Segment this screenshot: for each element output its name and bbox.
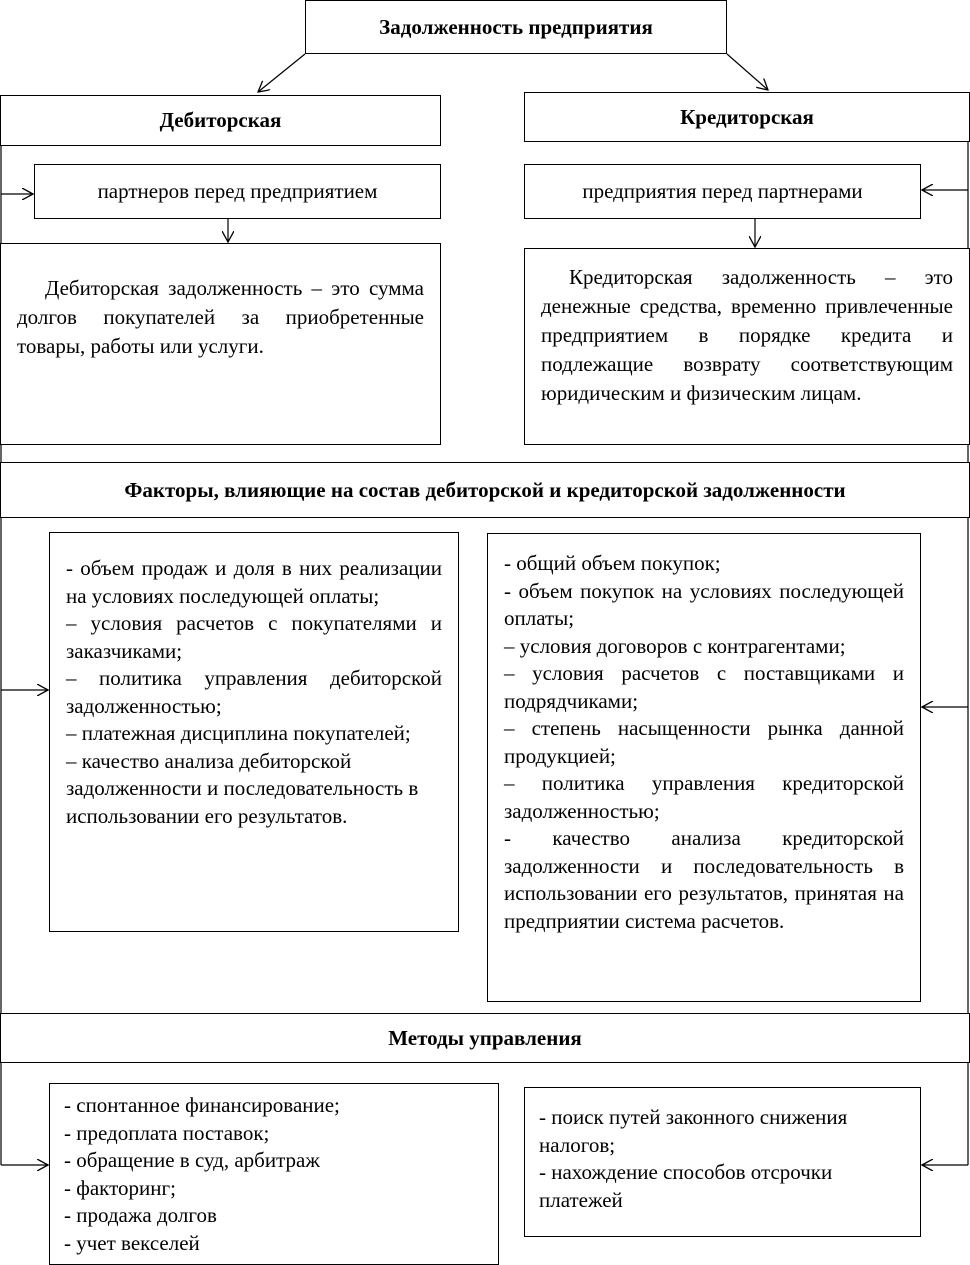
credit-factor-item: – степень насыщенности рынка данной продукцией; (504, 716, 904, 768)
credit-subtitle: предприятия перед партнерами (524, 164, 921, 219)
debit-factors-list (49, 532, 459, 932)
credit-factors-list (487, 533, 921, 1002)
debit-factor-item: - объем продаж и доля в них реализации на условиях последующей оплаты; (66, 556, 442, 608)
credit-factor-item: – условия расчетов с поставщиками и подрядчиками; (504, 661, 904, 713)
debit-factor-item: – качество анализа дебиторской задолженности и последовательность в использовании его результатов. (66, 748, 419, 828)
credit-definition-box (524, 248, 970, 445)
credit-factor-item: – условия договоров с контрагентами; (504, 633, 846, 658)
debit-factor-item: – условия расчетов с покупателями и заказчиками; (66, 611, 442, 663)
methods-header: Методы управления (0, 1013, 970, 1063)
credit-definition: Кредиторская задолженность – это денежные средства, временно привлеченные предприятием в порядке кредита и подлежащие возврату соответствующим юридическим и физическим лицам. (541, 265, 953, 405)
diagram-title: Задолженность предприятия (305, 0, 727, 54)
credit-method-item: - нахождение способов отсрочки платежей (539, 1160, 833, 1212)
credit-methods-list (524, 1087, 921, 1237)
debit-method-item: - продажа долгов (64, 1203, 217, 1227)
debit-method-item: - обращение в суд, арбитраж (64, 1148, 320, 1172)
arrow-title-credit (727, 54, 768, 90)
debit-definition: Дебиторская задолженность – это сумма долгов покупателей за приобретенные товары, работы или услуги. (17, 276, 424, 358)
arrow-title-debit (258, 54, 305, 92)
debit-method-item: - предоплата поставок; (64, 1120, 270, 1145)
credit-factor-item: - общий объем покупок; (504, 551, 721, 575)
credit-factor-item: - объем покупок на условиях последующей оплаты; (504, 578, 904, 630)
debit-factor-item: – платежная дисциплина покупателей; (66, 721, 411, 745)
debit-methods-list (49, 1083, 499, 1265)
debit-definition-box (0, 243, 441, 445)
credit-factor-item: - качество анализа кредиторской задолженности и последовательность в использовании его результатов, принятая на предприятии система расчетов. (504, 826, 904, 933)
debit-subtitle: партнеров перед предприятием (34, 164, 441, 219)
debit-method-item: - спонтанное финансирование; (64, 1093, 340, 1117)
factors-header: Факторы, влияющие на состав дебиторской и кредиторской задолженности (0, 462, 970, 518)
credit-method-item: - поиск путей законного снижения налогов; (539, 1105, 848, 1157)
debit-header: Дебиторская (0, 95, 441, 146)
debit-method-item: - факторинг; (64, 1175, 176, 1200)
credit-header: Кредиторская (524, 92, 970, 142)
debit-method-item: - учет векселей (64, 1230, 200, 1255)
credit-factor-item: – политика управления кредиторской задолженностью; (504, 771, 904, 823)
debit-factor-item: – политика управления дебиторской задолженностью; (66, 666, 442, 718)
